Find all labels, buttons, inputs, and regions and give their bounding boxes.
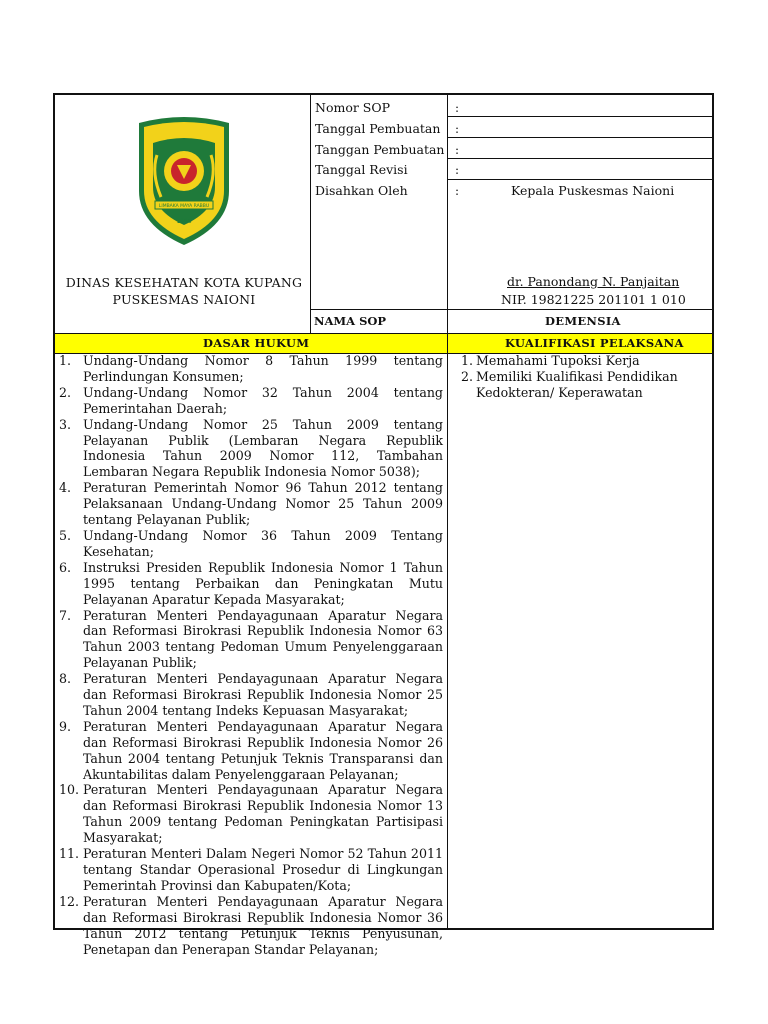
nama-sop-label: NAMA SOP	[314, 314, 387, 328]
list-number: 8.	[59, 671, 72, 687]
field-colon: :	[455, 101, 460, 115]
list-text: Undang-Undang Nomor 32 Tahun 2004 tentang Pemerintahan Daerah;	[83, 384, 443, 416]
list-number: 11.	[59, 846, 80, 862]
list-text: Undang-Undang Nomor 25 Tahun 2009 tentang Pelayanan Publik (Lembaran Negara Republik Indonesia Tahun 2009 Nomor 112, Tambahan Lembaran Negara Republik Indonesia Nomor 5038);	[83, 416, 443, 480]
emblem-motto: LIMBAKA MAYA RABBU	[158, 204, 210, 209]
signatory-nip: NIP. 19821225 201101 1 010	[501, 292, 686, 307]
list-number: 9.	[59, 718, 72, 734]
field-colon: :	[455, 163, 460, 177]
list-item	[55, 719, 447, 783]
row-line	[447, 137, 712, 138]
field-colon: :	[455, 122, 460, 136]
list-number: 3.	[59, 416, 72, 432]
list-item	[55, 528, 447, 560]
list-text: Undang-Undang Nomor 36 Tahun 2009 Tentang Kesehatan;	[83, 527, 443, 559]
field-colon: :	[455, 184, 460, 198]
list-text: Peraturan Menteri Pendayagunaan Aparatur Negara dan Reformasi Birokrasi Republik Indonesia Nomor 13 Tahun 2009 tentang Pedoman Peningkatan Partisipasi Masyarakat;	[83, 782, 443, 846]
list-item	[55, 782, 447, 846]
list-number: 1.	[59, 353, 72, 368]
field-label-tanggan-pembuatan: Tanggan Pembuatan	[315, 142, 445, 157]
list-item	[55, 894, 447, 958]
list-text: Peraturan Menteri Pendayagunaan Aparatur Negara dan Reformasi Birokrasi Republik Indonesia Nomor 26 Tahun 2004 tentang Petunjuk Teknis Transparansi dan Akuntabilitas dalam Penyelenggaraan Pelayanan;	[83, 718, 443, 782]
list-item	[55, 608, 447, 672]
dasar-hukum-title: DASAR HUKUM	[203, 336, 310, 350]
kota-kupang-emblem-icon	[133, 113, 235, 247]
list-number: 10.	[59, 782, 80, 798]
signatory-name: dr. Panondang N. Panjaitan	[507, 274, 680, 289]
list-item	[452, 353, 708, 369]
list-item	[55, 560, 447, 608]
kualifikasi-pelaksana-title: KUALIFIKASI PELAKSANA	[505, 336, 684, 350]
list-number: 12.	[59, 893, 80, 909]
row-line	[310, 309, 712, 310]
field-colon: :	[455, 143, 460, 157]
row-line	[447, 179, 712, 180]
list-text: Peraturan Menteri Pendayagunaan Aparatur Negara dan Reformasi Birokrasi Republik Indonesia Nomor 25 Tahun 2004 tentang Indeks Kepuasan Masyarakat;	[83, 671, 443, 718]
sop-title: DEMENSIA	[545, 314, 621, 328]
list-item	[55, 417, 447, 481]
field-value-disahkan-oleh: Kepala Puskesmas Naioni	[511, 183, 675, 198]
field-label-nomor-sop: Nomor SOP	[315, 100, 391, 115]
list-text: Instruksi Presiden Republik Indonesia Nomor 1 Tahun 1995 tentang Perbaikan dan Peningkatan Mutu Pelayanan Aparatur Kepada Masyarakat;	[83, 559, 443, 607]
list-number: 4.	[59, 480, 72, 496]
row-line	[447, 158, 712, 159]
list-number: 7.	[59, 607, 72, 623]
field-label-tanggal-pembuatan: Tanggal Pembuatan	[315, 121, 441, 136]
kualifikasi-list	[452, 353, 708, 401]
sop-document	[53, 93, 714, 957]
list-text: Peraturan Menteri Dalam Negeri Nomor 52 Tahun 2011 tentang Standar Operasional Prosedur di Lingkungan Pemerintah Provinsi dan Kabupaten/Kota;	[83, 846, 443, 893]
list-number: 5.	[59, 527, 72, 543]
column-divider	[447, 95, 448, 930]
emblem-year: 1996	[176, 218, 192, 225]
puskesmas-name: PUSKESMAS NAIONI	[112, 292, 256, 307]
list-text: Memahami Tupoksi Kerja	[476, 353, 640, 368]
list-text: Memiliki Kualifikasi Pendidikan Kedokteran/ Keperawatan	[476, 368, 678, 400]
org-name: DINAS KESEHATAN KOTA KUPANG	[65, 275, 303, 290]
header-divider-left	[310, 95, 311, 334]
list-item	[55, 385, 447, 417]
list-item	[55, 846, 447, 894]
list-text: Peraturan Menteri Pendayagunaan Aparatur Negara dan Reformasi Birokrasi Republik Indonesia Nomor 36 Tahun 2012 tentang Petunjuk Teknis Penyusunan, Penetapan dan Penerapan Standar Pelayanan;	[83, 893, 443, 957]
list-number: 2.	[59, 384, 72, 400]
field-label-tanggal-revisi: Tanggal Revisi	[315, 162, 408, 177]
field-label-disahkan-oleh: Disahkan Oleh	[315, 183, 408, 198]
list-text: Peraturan Pemerintah Nomor 96 Tahun 2012 tentang Pelaksanaan Undang-Undang Nomor 25 Tahun 2009 tentang Pelayanan Publik;	[83, 480, 443, 528]
dasar-hukum-list	[55, 353, 447, 957]
band-divider	[447, 334, 448, 353]
list-item	[55, 480, 447, 528]
list-text: Undang-Undang Nomor 8 Tahun 1999 tentang Perlindungan Konsumen;	[83, 353, 443, 384]
list-number: 6.	[59, 559, 72, 575]
list-item	[55, 671, 447, 719]
list-number: 1.	[461, 353, 474, 368]
list-text: Peraturan Menteri Pendayagunaan Aparatur Negara dan Reformasi Birokrasi Republik Indonesia Nomor 63 Tahun 2003 tentang Pedoman Umum Penyelenggaraan Pelayanan Publik;	[83, 607, 443, 671]
list-item	[55, 353, 447, 385]
row-line	[447, 116, 712, 117]
list-number: 2.	[461, 368, 474, 384]
list-item	[452, 369, 708, 401]
